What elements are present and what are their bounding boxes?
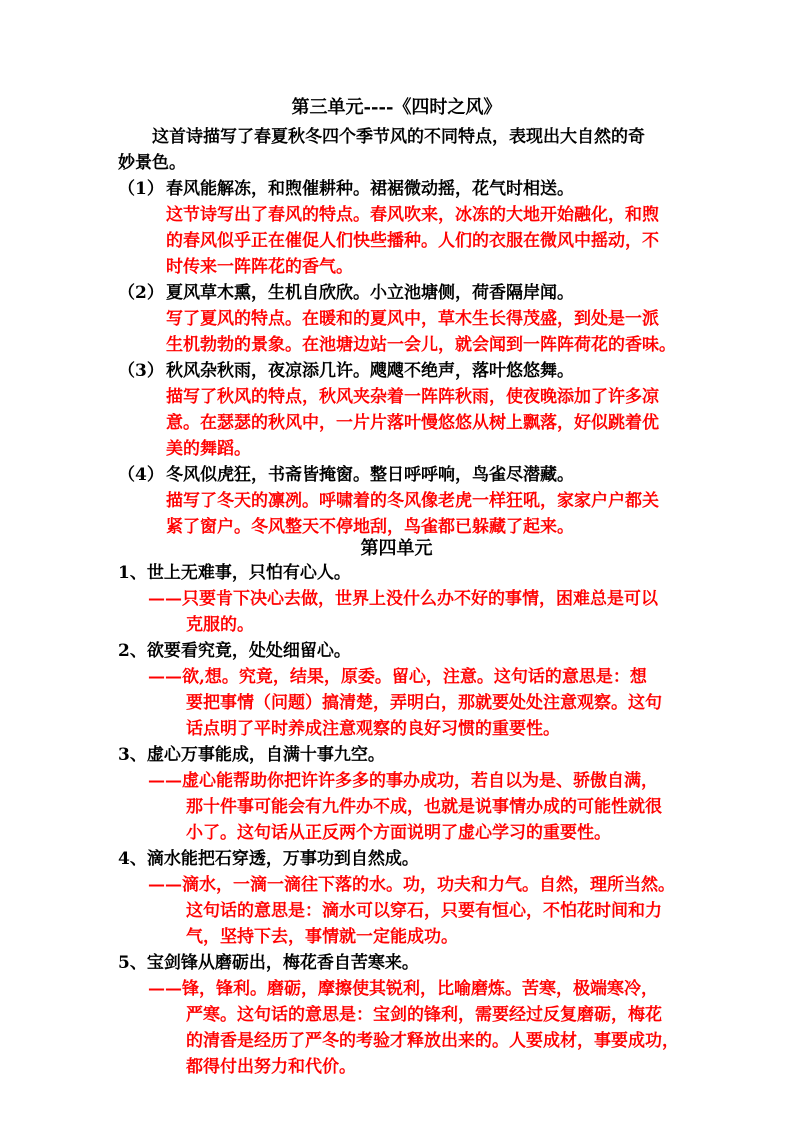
explanation-line: 的清香是经历了严冬的考验才释放出来的。人要成材，事要成功， — [186, 1031, 679, 1051]
stanza-number: （3） — [118, 361, 164, 381]
explanation-line: 气，坚持下去，事情就一定能成功。 — [186, 927, 458, 947]
explanation-line: 的春风似乎正在催促人们快些播种。人们的衣服在微风中摇动，不 — [166, 231, 659, 251]
explanation-line: 美的舞蹈。 — [166, 439, 251, 459]
unit3-title: 第三单元----《四时之风》 — [291, 97, 502, 118]
explanation-line: ——锋，锋利。磨砺，摩擦使其锐利，比喻磨炼。苦寒，极端寒冷， — [148, 979, 658, 999]
verse-text: 春风能解冻，和煦催耕种。裙裾微动摇，花气时相送。 — [166, 179, 574, 199]
explanation-line: 克服的。 — [186, 615, 254, 635]
explanation-line: ——只要肯下决心去做，世界上没什么办不好的事情，困难总是可以 — [148, 589, 658, 609]
stanza-verse — [118, 462, 718, 488]
unit3-intro — [118, 124, 718, 540]
intro-line: 这首诗描写了春夏秋冬四个季节风的不同特点，表现出大自然的奇 — [152, 127, 645, 147]
explanation-line: 这句话的意思是：滴水可以穿石，只要有恒心，不怕花时间和力 — [186, 901, 662, 921]
explanation-line: 时传来一阵阵花的香气。 — [166, 257, 353, 277]
stanza-number: （4） — [118, 465, 164, 485]
saying-title: 4、滴水能把石穿透，万事功到自然成。 — [118, 849, 419, 869]
stanza-number: （2） — [118, 283, 164, 303]
explanation-line: 意。在瑟瑟的秋风中，一片片落叶慢悠悠从树上飘落，好似跳着优 — [166, 413, 659, 433]
saying-title: 1、世上无难事，只怕有心人。 — [118, 563, 351, 583]
stanza-explanation — [166, 202, 718, 280]
explanation-line: 小了。这句话从正反两个方面说明了虚心学习的重要性。 — [186, 823, 611, 843]
saying-title: 5、宝剑锋从磨砺出，梅花香自苦寒来。 — [118, 953, 419, 973]
explanation-line: 生机勃勃的景象。在池塘边站一会儿，就会闻到一阵阵荷花的香味。 — [166, 335, 676, 355]
explanation-line: 这节诗写出了春风的特点。春风吹来，冰冻的大地开始融化，和煦 — [166, 205, 659, 225]
explanation-line: 都得付出努力和代价。 — [186, 1057, 356, 1077]
explanation-line: 紧了窗户。冬风整天不停地刮，鸟雀都已躲藏了起来。 — [166, 517, 574, 537]
saying-explanation — [148, 872, 718, 950]
explanation-line: 严寒。这句话的意思是：宝剑的锋利，需要经过反复磨砺，梅花 — [186, 1005, 662, 1025]
saying-title: 3、虚心万事能成，自满十事九空。 — [118, 745, 385, 765]
explanation-line: 写了夏风的特点。在暖和的夏风中，草木生长得茂盛，到处是一派 — [166, 309, 659, 329]
explanation-line: 那十件事可能会有九件办不成，也就是说事情办成的可能性就很 — [186, 797, 662, 817]
explanation-line: 话点明了平时养成注意观察的良好习惯的重要性。 — [186, 719, 560, 739]
explanation-line: 描写了秋风的特点，秋风夹杂着一阵阵秋雨，使夜晚添加了许多凉 — [166, 387, 659, 407]
stanza-explanation — [166, 488, 718, 540]
saying-explanation — [148, 768, 718, 846]
intro-line: 妙景色。 — [118, 153, 186, 173]
unit4-sayings — [118, 560, 718, 1080]
saying-explanation — [148, 586, 718, 638]
saying-explanation — [148, 976, 718, 1080]
stanza-explanation — [166, 306, 718, 358]
explanation-line: 要把事情（问题）搞清楚，弄明白，那就要处处注意观察。这句 — [186, 693, 662, 713]
explanation-line: ——滴水，一滴一滴往下落的水。功，功夫和力气。自然，理所当然。 — [148, 875, 675, 895]
verse-text: 冬风似虎狂，书斋皆掩窗。整日呼呼响，鸟雀尽潜藏。 — [166, 465, 574, 485]
stanza-verse — [118, 280, 718, 306]
unit4-title: 第四单元 — [360, 538, 433, 559]
stanza-verse — [118, 176, 718, 202]
stanza-explanation — [166, 384, 718, 462]
stanza-verse — [118, 358, 718, 384]
explanation-line: ——虚心能帮助你把许许多多的事办成功，若自以为是、骄傲自满， — [148, 771, 658, 791]
saying-title: 2、欲要看究竟，处处细留心。 — [118, 641, 351, 661]
verse-text: 秋风杂秋雨，夜凉添几许。飕飕不绝声，落叶悠悠舞。 — [166, 361, 574, 381]
explanation-line: 描写了冬天的凛冽。呼啸着的冬风像老虎一样狂吼，家家户户都关 — [166, 491, 659, 511]
verse-text: 夏风草木熏，生机自欣欣。小立池塘侧，荷香隔岸闻。 — [166, 283, 574, 303]
explanation-line: ——欲,想。究竟，结果，原委。留心，注意。这句话的意思是：想 — [148, 667, 647, 687]
stanza-number: （1） — [118, 179, 164, 199]
saying-explanation — [148, 664, 718, 742]
